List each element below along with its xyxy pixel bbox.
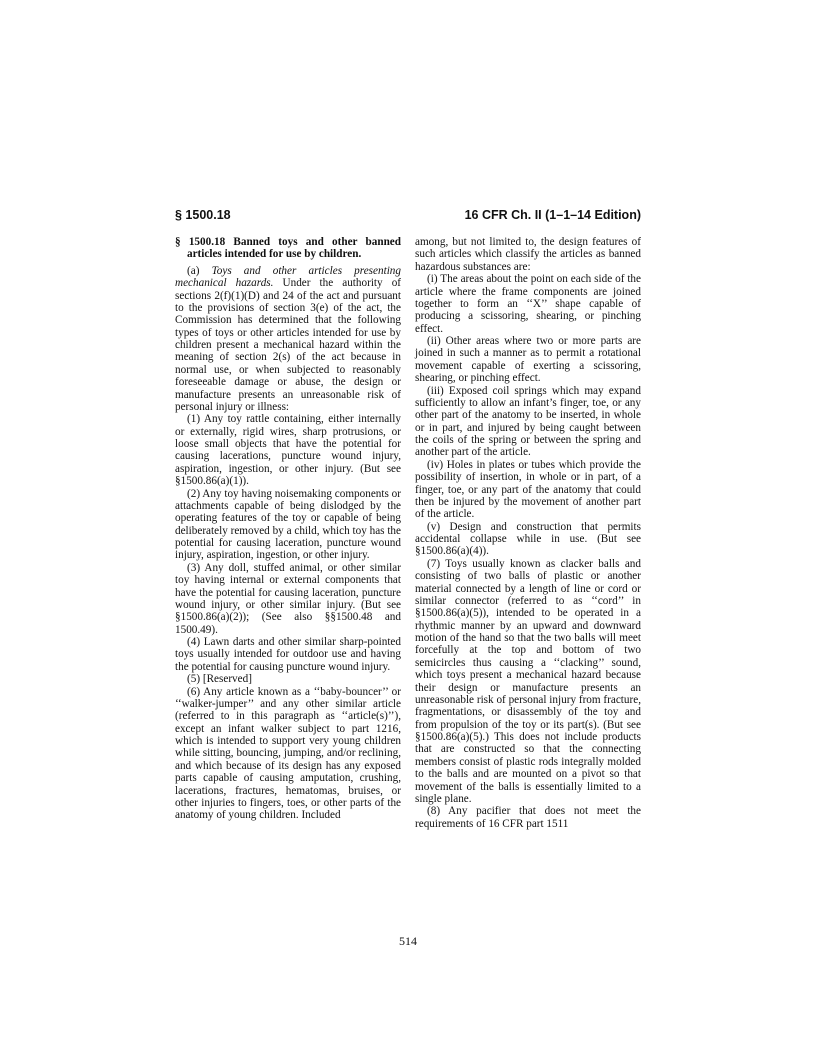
right-column [415, 236, 641, 830]
left-column [175, 236, 401, 822]
header-title: 16 CFR Ch. II (1–1–14 Edition) [464, 208, 641, 222]
sub-item-ii: (ii) Other areas where two or more parts are joined in such a manner as to permit a rotational movement capable of exerting a scissoring, shearing, or pinching effect. [415, 335, 641, 385]
item-2: (2) Any toy having noisemaking components or attachments capable of being dislodged by the operating features of the toy or capable of being deliberately removed by a child, which toy has the potential for causing laceration, puncture wound injury, aspiration, ingestion, or other injury. [175, 487, 401, 562]
item-1: (1) Any toy rattle containing, either internally or externally, rigid wires, sharp protrusions, or loose small objects that have the potential for causing lacerations, puncture wound injury, aspiration, ingestion, or other injury. (But see §1500.86(a)(1)). [175, 413, 401, 488]
paragraph-a [175, 265, 401, 414]
paragraph-a-text: Under the authority of sections 2(f)(1)(D) and 24 of the act and pursuant to the provisions of section 3(e) of the act, the Commission has determined that the following types of toys or other articles intended for use by children present a mechanical hazard within the meaning of section 2(s) of the act because in normal use, or when subjected to reasonably foreseeable damage or abuse, the design or manufacture presents an unreasonable risk of personal injury or illness: [175, 277, 402, 413]
section-heading: § 1500.18 Banned toys and other banned articles intended for use by children. [175, 236, 401, 261]
item-6-continuation: among, but not limited to, the design features of such articles which classify the articles as banned hazardous substances are: [415, 236, 641, 273]
paragraph-a-label: (a) [187, 264, 200, 277]
sub-item-i: (i) The areas about the point on each side of the article where the frame components are joined together to form an ‘‘X’’ shape capable of producing a scissoring, shearing, or pinching effect. [415, 273, 641, 335]
item-7: (7) Toys usually known as clacker balls and consisting of two balls of plastic or another material connected by a length of line or cord or similar connector (referred to as ‘‘cord’’ in §1500.86(a)(5)), intended to be operated in a rhythmic manner by an upward and downward motion of the hand so that the two balls will meet forcefully at the top and bottom of two semicircles thus causing a ‘‘clacking’’ sound, which toys present a mechanical hazard because their design or manufacture presents an unreasonable risk of personal injury from fracture, fragmentations, or disassembly of the toy and from propulsion of the toy or its part(s). (But see §1500.86(a)(5).) This does not include products that are constructed so that the connecting members consist of plastic rods integrally molded to the balls and are mounted on a pivot so that movement of the balls is essentially limited to a single plane. [415, 557, 641, 805]
sub-item-iii: (iii) Exposed coil springs which may expand sufficiently to allow an infant’s finger, toe, or any other part of the anatomy to be inserted, in whole or in part, and injured by being caught between the coils of the spring or between the spring and another part of the article. [415, 384, 641, 459]
page-number: 514 [399, 934, 417, 948]
sub-item-v: (v) Design and construction that permits accidental collapse while in use. (But see §1500.86(a)(4)). [415, 520, 641, 558]
item-3: (3) Any doll, stuffed animal, or other similar toy having internal or external components that have the potential for causing laceration, puncture wound injury, or other similar injury. (But see §1500.86(a)(2)); (See also §§1500.48 and 1500.49). [175, 561, 401, 636]
item-4: (4) Lawn darts and other similar sharp-pointed toys usually intended for outdoor use and having the potential for causing puncture wound injury. [175, 636, 401, 673]
item-5: (5) [Reserved] [187, 673, 252, 686]
item-8: (8) Any pacifier that does not meet the requirements of 16 CFR part 1511 [415, 805, 641, 830]
item-6: (6) Any article known as a ‘‘baby-bouncer’’ or ‘‘walker-jumper’’ and any other similar article (referred to in this paragraph as ‘‘article(s)’’), except an infant walker subject to part 1216, which is intended to support very young children while sitting, bouncing, jumping, and/or reclining, and which because of its design has any exposed parts capable of causing amputation, crushing, lacerations, fractures, hematomas, bruises, or other injuries to fingers, toes, or other parts of the anatomy of young children. Included [175, 685, 401, 822]
header-section-number: § 1500.18 [175, 208, 231, 222]
paragraph-a-title: Toys and other articles presenting mechanical hazards. [175, 264, 401, 290]
running-header [175, 208, 641, 224]
sub-item-iv: (iv) Holes in plates or tubes which provide the possibility of insertion, in whole or in part, of a finger, toe, or any part of the anatomy that could then be injured by the movement of another part of the article. [415, 458, 641, 521]
